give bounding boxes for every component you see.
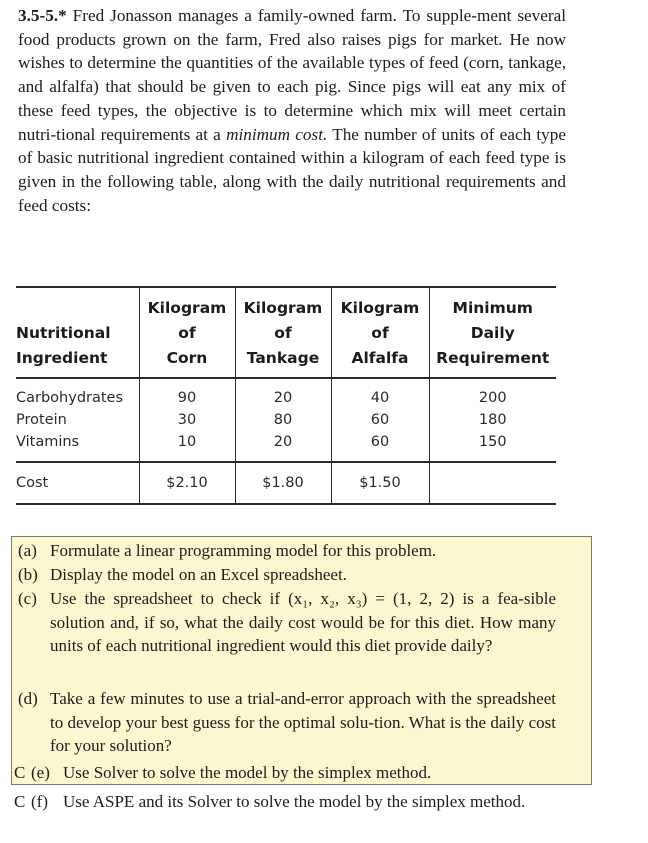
table-row — [16, 431, 556, 462]
question-f-text: Use ASPE and its Solver to solve the model by the simplex method. — [63, 792, 526, 811]
header-minimum-daily-requirement: Minimum Daily Requirement — [429, 287, 556, 378]
problem-text-before: Fred Jonasson manages a family-owned farm. To supple-ment several food products grown on the farm, Fred also raises pigs for market. He now wishes to determine the quantities of the available types of feed (corn, tankage, and alfalfa) that should be given to each pig. Since pigs will eat any mix of these feed types, the objective is to determine which mix will meet certain nutri-tional requirements at a — [18, 6, 567, 144]
question-b-text: Display the model on an Excel spreadsheet. — [50, 565, 347, 584]
cell-alfalfa: 60 — [331, 409, 429, 431]
question-f-label: (f) — [31, 792, 48, 811]
cell-corn: 90 — [139, 378, 235, 409]
cost-minimum-empty — [429, 462, 556, 504]
question-a-text: Formulate a linear programming model for this problem. — [50, 541, 437, 560]
cell-tankage: 80 — [235, 409, 331, 431]
cost-tankage: $1.80 — [235, 462, 331, 504]
question-b-label: (b) — [18, 565, 38, 584]
header-alfalfa: Kilogram of Alfalfa — [331, 287, 429, 378]
row-ingredient: Vitamins — [16, 431, 139, 462]
cost-label: Cost — [16, 462, 139, 504]
question-c-text: Use the spreadsheet to check if (x₁, x₂, x₃) = (1, 2, 2) is a fea-sible solution and, if so, what the daily cost would be for this diet. How many units of each nutritional ingredient would this diet provide daily? — [50, 589, 556, 656]
problem-statement — [18, 4, 566, 217]
problem-emphasis: minimum cost. — [226, 124, 328, 144]
spreadsheet-marker-icon: C — [14, 763, 26, 782]
cost-alfalfa: $1.50 — [331, 462, 429, 504]
spreadsheet-marker-icon: C — [14, 792, 26, 811]
table-row — [16, 378, 556, 409]
cell-minimum: 150 — [429, 431, 556, 462]
question-e-label: (e) — [31, 763, 50, 782]
cost-corn: $2.10 — [139, 462, 235, 504]
cell-minimum: 180 — [478, 412, 507, 428]
header-nutritional-ingredient: Nutritional Ingredient — [16, 287, 139, 378]
question-c-label: (c) — [18, 589, 37, 608]
table-header-row — [16, 287, 556, 378]
cell-minimum: 200 — [478, 390, 507, 406]
question-a-label: (a) — [18, 541, 37, 560]
problem-text-after: The number of units of each type of basic nutritional ingredient contained within a kilogram of each feed type is given in the following table, along with the daily nutritional requirements and feed costs: — [18, 124, 566, 215]
cell-tankage: 20 — [235, 378, 331, 409]
header-tankage: Kilogram of Tankage — [235, 287, 331, 378]
cell-alfalfa: 40 — [331, 378, 429, 409]
cell-corn: 30 — [139, 409, 235, 431]
problem-number: 3.5-5.* — [18, 6, 67, 25]
cell-corn: 10 — [139, 431, 235, 462]
row-ingredient: Protein — [16, 409, 139, 431]
question-e-text: Use Solver to solve the model by the simplex method. — [63, 763, 432, 782]
question-d-label: (d) — [18, 689, 38, 708]
question-d-text: Take a few minutes to use a trial-and-error approach with the spreadsheet to develop your best guess for the optimal solu-tion. What is the daily cost for your solution? — [50, 689, 556, 756]
table-row — [16, 409, 556, 431]
nutrition-table — [16, 286, 556, 505]
row-ingredient: Carbohydrates — [16, 378, 139, 409]
cost-row — [16, 462, 556, 504]
cell-alfalfa: 60 — [331, 431, 429, 462]
header-corn: Kilogram of Corn — [139, 287, 235, 378]
cell-tankage: 20 — [235, 431, 331, 462]
